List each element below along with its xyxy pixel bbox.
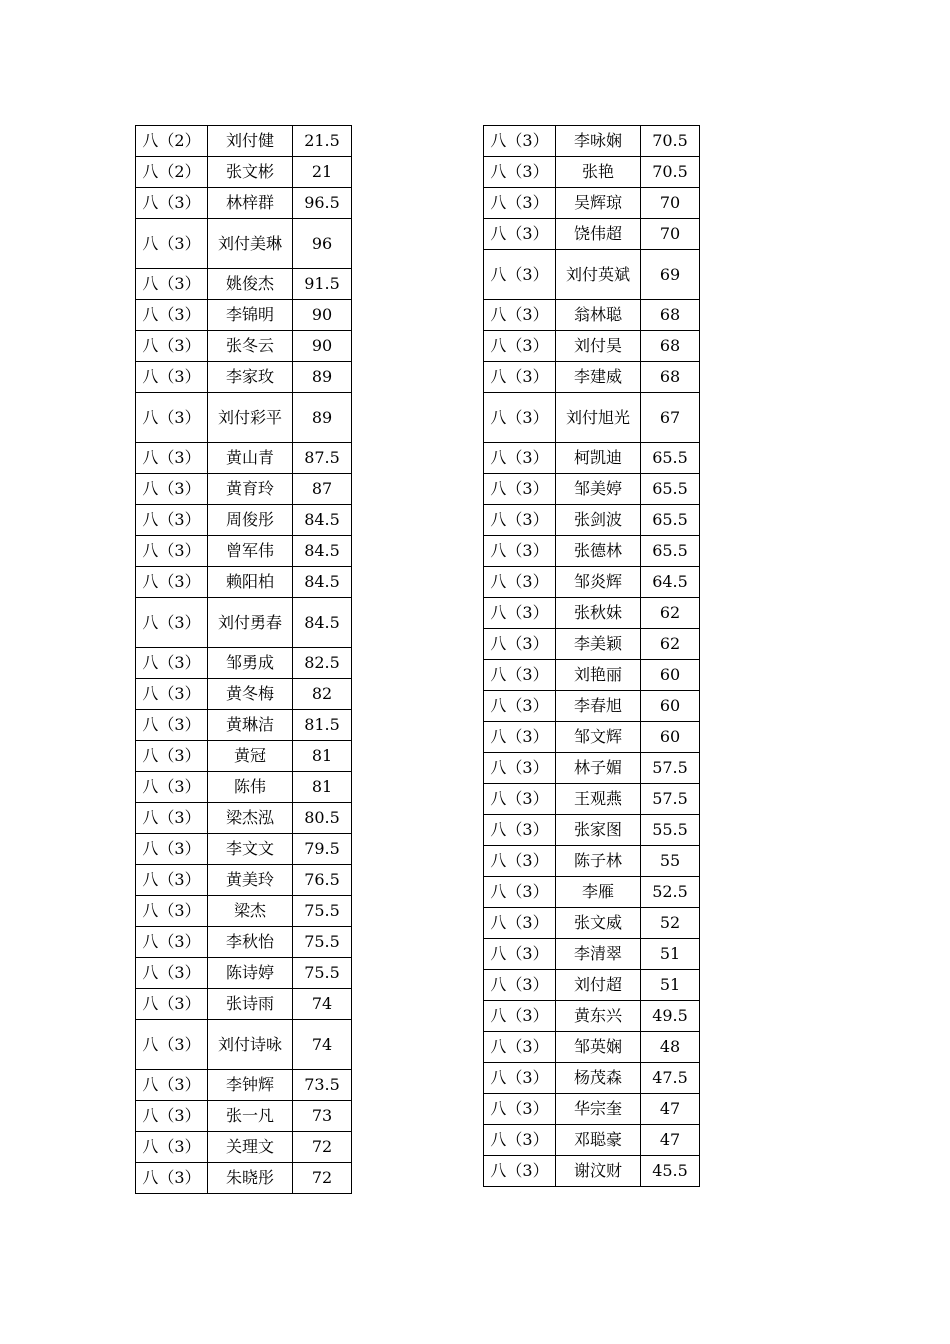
class-cell: 八（3） xyxy=(484,815,556,846)
table-row xyxy=(136,1070,352,1101)
class-cell: 八（3） xyxy=(484,331,556,362)
class-cell: 八（3） xyxy=(136,803,208,834)
class-cell: 八（3） xyxy=(484,1125,556,1156)
score-cell: 67 xyxy=(641,393,700,443)
score-cell: 45.5 xyxy=(641,1156,700,1187)
table-row xyxy=(484,722,700,753)
score-cell: 68 xyxy=(641,362,700,393)
table-row xyxy=(484,815,700,846)
name-cell: 李钟辉 xyxy=(208,1070,293,1101)
table-row xyxy=(484,188,700,219)
class-cell: 八（3） xyxy=(484,908,556,939)
score-table-right-body xyxy=(484,126,700,1187)
table-row xyxy=(484,362,700,393)
table-row xyxy=(136,598,352,648)
class-cell: 八（3） xyxy=(484,691,556,722)
score-cell: 70 xyxy=(641,188,700,219)
name-cell: 吴辉琼 xyxy=(556,188,641,219)
class-cell: 八（3） xyxy=(136,834,208,865)
class-cell: 八（3） xyxy=(136,505,208,536)
class-cell: 八（3） xyxy=(484,1156,556,1187)
table-row xyxy=(136,1132,352,1163)
score-cell: 64.5 xyxy=(641,567,700,598)
class-cell: 八（3） xyxy=(136,989,208,1020)
name-cell: 饶伟超 xyxy=(556,219,641,250)
score-table-right xyxy=(483,125,700,1187)
class-cell: 八（3） xyxy=(136,269,208,300)
table-row xyxy=(136,1163,352,1194)
table-row xyxy=(136,1020,352,1070)
name-cell: 李建威 xyxy=(556,362,641,393)
table-row xyxy=(484,753,700,784)
score-cell: 62 xyxy=(641,629,700,660)
table-row xyxy=(484,846,700,877)
table-row xyxy=(136,927,352,958)
table-row xyxy=(484,474,700,505)
name-cell: 陈诗婷 xyxy=(208,958,293,989)
class-cell: 八（3） xyxy=(484,846,556,877)
score-cell: 84.5 xyxy=(293,598,352,648)
table-row xyxy=(484,660,700,691)
score-cell: 96 xyxy=(293,219,352,269)
table-row xyxy=(484,1032,700,1063)
score-cell: 48 xyxy=(641,1032,700,1063)
table-row xyxy=(136,505,352,536)
class-cell: 八（3） xyxy=(136,648,208,679)
class-cell: 八（3） xyxy=(136,710,208,741)
score-cell: 62 xyxy=(641,598,700,629)
score-cell: 96.5 xyxy=(293,188,352,219)
class-cell: 八（3） xyxy=(136,443,208,474)
table-row xyxy=(136,126,352,157)
score-cell: 55 xyxy=(641,846,700,877)
table-row xyxy=(136,710,352,741)
score-cell: 72 xyxy=(293,1163,352,1194)
name-cell: 刘付旭光 xyxy=(556,393,641,443)
name-cell: 张诗雨 xyxy=(208,989,293,1020)
class-cell: 八（3） xyxy=(136,300,208,331)
name-cell: 邓聪豪 xyxy=(556,1125,641,1156)
table-row xyxy=(136,648,352,679)
name-cell: 刘付昊 xyxy=(556,331,641,362)
table-row xyxy=(136,443,352,474)
name-cell: 梁杰泓 xyxy=(208,803,293,834)
class-cell: 八（3） xyxy=(136,331,208,362)
class-cell: 八（3） xyxy=(136,598,208,648)
table-row xyxy=(136,188,352,219)
name-cell: 刘付美琳 xyxy=(208,219,293,269)
score-cell: 79.5 xyxy=(293,834,352,865)
name-cell: 谢汶财 xyxy=(556,1156,641,1187)
class-cell: 八（3） xyxy=(136,865,208,896)
class-cell: 八（3） xyxy=(136,219,208,269)
score-table-left-body xyxy=(136,126,352,1194)
score-cell: 68 xyxy=(641,300,700,331)
name-cell: 朱晓彤 xyxy=(208,1163,293,1194)
score-cell: 89 xyxy=(293,362,352,393)
class-cell: 八（3） xyxy=(484,939,556,970)
table-row xyxy=(484,1156,700,1187)
name-cell: 张文彬 xyxy=(208,157,293,188)
table-row xyxy=(484,1001,700,1032)
table-row xyxy=(484,784,700,815)
score-cell: 65.5 xyxy=(641,505,700,536)
table-row xyxy=(484,536,700,567)
class-cell: 八（3） xyxy=(484,126,556,157)
score-cell: 75.5 xyxy=(293,927,352,958)
score-cell: 84.5 xyxy=(293,567,352,598)
name-cell: 周俊彤 xyxy=(208,505,293,536)
class-cell: 八（3） xyxy=(136,772,208,803)
table-row xyxy=(484,1125,700,1156)
table-row xyxy=(484,691,700,722)
table-row xyxy=(136,219,352,269)
class-cell: 八（2） xyxy=(136,157,208,188)
table-row xyxy=(484,250,700,300)
table-row xyxy=(484,300,700,331)
class-cell: 八（3） xyxy=(136,1132,208,1163)
name-cell: 李春旭 xyxy=(556,691,641,722)
name-cell: 李文文 xyxy=(208,834,293,865)
name-cell: 华宗奎 xyxy=(556,1094,641,1125)
name-cell: 曾军伟 xyxy=(208,536,293,567)
name-cell: 梁杰 xyxy=(208,896,293,927)
score-cell: 55.5 xyxy=(641,815,700,846)
score-cell: 81 xyxy=(293,772,352,803)
name-cell: 刘付彩平 xyxy=(208,393,293,443)
score-cell: 65.5 xyxy=(641,536,700,567)
score-cell: 49.5 xyxy=(641,1001,700,1032)
table-row xyxy=(136,269,352,300)
score-cell: 60 xyxy=(641,660,700,691)
class-cell: 八（3） xyxy=(484,598,556,629)
class-cell: 八（3） xyxy=(136,741,208,772)
class-cell: 八（3） xyxy=(484,722,556,753)
score-cell: 84.5 xyxy=(293,505,352,536)
score-cell: 47 xyxy=(641,1125,700,1156)
name-cell: 刘付健 xyxy=(208,126,293,157)
name-cell: 李清翠 xyxy=(556,939,641,970)
score-cell: 82 xyxy=(293,679,352,710)
table-row xyxy=(484,877,700,908)
score-cell: 89 xyxy=(293,393,352,443)
table-row xyxy=(136,393,352,443)
score-cell: 82.5 xyxy=(293,648,352,679)
name-cell: 李咏娴 xyxy=(556,126,641,157)
name-cell: 王观燕 xyxy=(556,784,641,815)
class-cell: 八（3） xyxy=(484,629,556,660)
table-row xyxy=(136,896,352,927)
name-cell: 黄东兴 xyxy=(556,1001,641,1032)
name-cell: 张剑波 xyxy=(556,505,641,536)
score-cell: 51 xyxy=(641,939,700,970)
score-cell: 73.5 xyxy=(293,1070,352,1101)
score-cell: 73 xyxy=(293,1101,352,1132)
table-row xyxy=(136,157,352,188)
score-cell: 74 xyxy=(293,989,352,1020)
score-cell: 90 xyxy=(293,300,352,331)
score-cell: 81 xyxy=(293,741,352,772)
class-cell: 八（3） xyxy=(136,1101,208,1132)
name-cell: 邹英娴 xyxy=(556,1032,641,1063)
class-cell: 八（3） xyxy=(136,567,208,598)
name-cell: 刘付超 xyxy=(556,970,641,1001)
score-cell: 57.5 xyxy=(641,784,700,815)
score-cell: 57.5 xyxy=(641,753,700,784)
class-cell: 八（3） xyxy=(484,393,556,443)
name-cell: 陈伟 xyxy=(208,772,293,803)
name-cell: 李秋怡 xyxy=(208,927,293,958)
table-row xyxy=(484,629,700,660)
table-row xyxy=(136,474,352,505)
score-cell: 51 xyxy=(641,970,700,1001)
table-row xyxy=(484,598,700,629)
score-cell: 21 xyxy=(293,157,352,188)
name-cell: 黄冬梅 xyxy=(208,679,293,710)
name-cell: 黄育玲 xyxy=(208,474,293,505)
name-cell: 张文威 xyxy=(556,908,641,939)
score-cell: 65.5 xyxy=(641,443,700,474)
name-cell: 姚俊杰 xyxy=(208,269,293,300)
score-table-left xyxy=(135,125,352,1194)
table-row xyxy=(484,331,700,362)
name-cell: 张家图 xyxy=(556,815,641,846)
name-cell: 邹美婷 xyxy=(556,474,641,505)
class-cell: 八（3） xyxy=(484,188,556,219)
score-cell: 70.5 xyxy=(641,157,700,188)
score-cell: 68 xyxy=(641,331,700,362)
score-cell: 84.5 xyxy=(293,536,352,567)
name-cell: 张艳 xyxy=(556,157,641,188)
score-cell: 87 xyxy=(293,474,352,505)
class-cell: 八（3） xyxy=(484,300,556,331)
table-row xyxy=(136,1101,352,1132)
table-row xyxy=(136,679,352,710)
name-cell: 黄美玲 xyxy=(208,865,293,896)
name-cell: 张秋妹 xyxy=(556,598,641,629)
table-row xyxy=(136,300,352,331)
table-row xyxy=(484,939,700,970)
name-cell: 杨茂森 xyxy=(556,1063,641,1094)
score-cell: 60 xyxy=(641,691,700,722)
score-cell: 65.5 xyxy=(641,474,700,505)
score-cell: 52 xyxy=(641,908,700,939)
table-row xyxy=(136,362,352,393)
class-cell: 八（3） xyxy=(136,896,208,927)
class-cell: 八（3） xyxy=(136,362,208,393)
name-cell: 李锦明 xyxy=(208,300,293,331)
name-cell: 张德林 xyxy=(556,536,641,567)
name-cell: 柯凯迪 xyxy=(556,443,641,474)
class-cell: 八（3） xyxy=(136,927,208,958)
score-cell: 76.5 xyxy=(293,865,352,896)
score-cell: 70.5 xyxy=(641,126,700,157)
table-row xyxy=(484,970,700,1001)
class-cell: 八（3） xyxy=(484,536,556,567)
score-cell: 47 xyxy=(641,1094,700,1125)
class-cell: 八（3） xyxy=(136,1070,208,1101)
class-cell: 八（2） xyxy=(136,126,208,157)
name-cell: 刘付诗咏 xyxy=(208,1020,293,1070)
table-row xyxy=(484,1094,700,1125)
name-cell: 刘艳丽 xyxy=(556,660,641,691)
score-cell: 21.5 xyxy=(293,126,352,157)
name-cell: 邹勇成 xyxy=(208,648,293,679)
class-cell: 八（3） xyxy=(136,1020,208,1070)
name-cell: 张一凡 xyxy=(208,1101,293,1132)
class-cell: 八（3） xyxy=(136,474,208,505)
name-cell: 邹炎辉 xyxy=(556,567,641,598)
name-cell: 邹文辉 xyxy=(556,722,641,753)
class-cell: 八（3） xyxy=(484,784,556,815)
class-cell: 八（3） xyxy=(136,536,208,567)
table-row xyxy=(484,908,700,939)
name-cell: 刘付英斌 xyxy=(556,250,641,300)
class-cell: 八（3） xyxy=(484,1094,556,1125)
class-cell: 八（3） xyxy=(484,474,556,505)
table-row xyxy=(484,126,700,157)
name-cell: 李家玫 xyxy=(208,362,293,393)
class-cell: 八（3） xyxy=(484,1032,556,1063)
table-row xyxy=(136,803,352,834)
name-cell: 李美颖 xyxy=(556,629,641,660)
name-cell: 黄山青 xyxy=(208,443,293,474)
table-row xyxy=(136,331,352,362)
name-cell: 关理文 xyxy=(208,1132,293,1163)
name-cell: 林梓群 xyxy=(208,188,293,219)
class-cell: 八（3） xyxy=(484,970,556,1001)
class-cell: 八（3） xyxy=(484,567,556,598)
class-cell: 八（3） xyxy=(484,877,556,908)
score-cell: 75.5 xyxy=(293,896,352,927)
table-row xyxy=(136,958,352,989)
score-cell: 90 xyxy=(293,331,352,362)
name-cell: 黄冠 xyxy=(208,741,293,772)
score-cell: 70 xyxy=(641,219,700,250)
class-cell: 八（3） xyxy=(484,505,556,536)
table-row xyxy=(484,219,700,250)
table-row xyxy=(484,443,700,474)
score-cell: 74 xyxy=(293,1020,352,1070)
table-row xyxy=(136,772,352,803)
class-cell: 八（3） xyxy=(484,250,556,300)
score-cell: 75.5 xyxy=(293,958,352,989)
table-row xyxy=(484,393,700,443)
class-cell: 八（3） xyxy=(136,679,208,710)
score-cell: 47.5 xyxy=(641,1063,700,1094)
score-cell: 87.5 xyxy=(293,443,352,474)
class-cell: 八（3） xyxy=(136,188,208,219)
score-cell: 81.5 xyxy=(293,710,352,741)
score-cell: 91.5 xyxy=(293,269,352,300)
table-row xyxy=(484,505,700,536)
class-cell: 八（3） xyxy=(484,362,556,393)
name-cell: 张冬云 xyxy=(208,331,293,362)
class-cell: 八（3） xyxy=(136,393,208,443)
name-cell: 翁林聪 xyxy=(556,300,641,331)
table-row xyxy=(136,536,352,567)
name-cell: 赖阳柏 xyxy=(208,567,293,598)
class-cell: 八（3） xyxy=(484,219,556,250)
score-cell: 69 xyxy=(641,250,700,300)
class-cell: 八（3） xyxy=(484,660,556,691)
score-cell: 72 xyxy=(293,1132,352,1163)
name-cell: 李雁 xyxy=(556,877,641,908)
table-row xyxy=(136,989,352,1020)
score-cell: 52.5 xyxy=(641,877,700,908)
table-row xyxy=(484,1063,700,1094)
class-cell: 八（3） xyxy=(484,157,556,188)
class-cell: 八（3） xyxy=(484,1063,556,1094)
table-row xyxy=(136,834,352,865)
score-cell: 60 xyxy=(641,722,700,753)
table-row xyxy=(136,567,352,598)
class-cell: 八（3） xyxy=(484,443,556,474)
class-cell: 八（3） xyxy=(484,1001,556,1032)
class-cell: 八（3） xyxy=(484,753,556,784)
score-cell: 80.5 xyxy=(293,803,352,834)
class-cell: 八（3） xyxy=(136,958,208,989)
class-cell: 八（3） xyxy=(136,1163,208,1194)
table-row xyxy=(136,741,352,772)
table-row xyxy=(136,865,352,896)
table-row xyxy=(484,567,700,598)
name-cell: 刘付勇春 xyxy=(208,598,293,648)
table-row xyxy=(484,157,700,188)
name-cell: 黄琳洁 xyxy=(208,710,293,741)
name-cell: 林子媚 xyxy=(556,753,641,784)
name-cell: 陈子林 xyxy=(556,846,641,877)
